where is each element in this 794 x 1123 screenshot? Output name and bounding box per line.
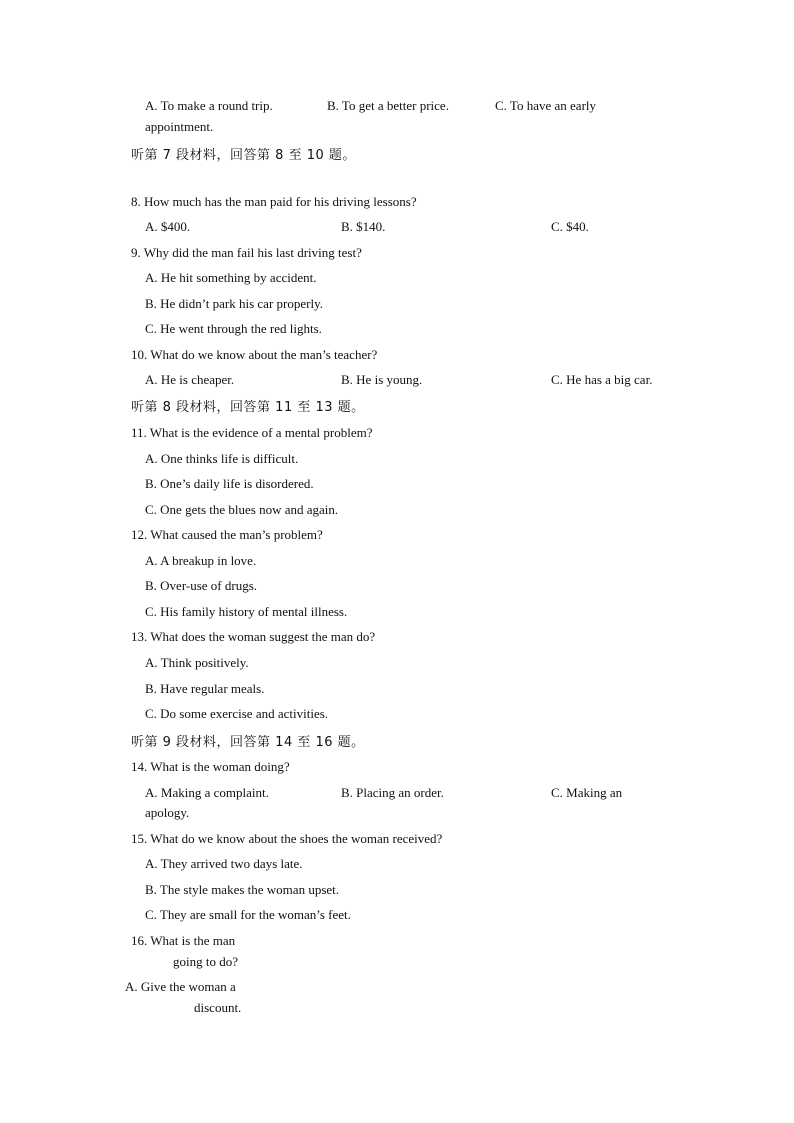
question-line: 8. How much has the man paid for his driving lessons? [131,194,417,209]
question-line: 13. What does the woman suggest the man do? [131,629,376,644]
option-line: B. Over-use of drugs. [145,578,258,593]
option-line: A. He is cheaper. [145,372,235,387]
section-heading: 听第 8 段材料，回答第 11 至 13 题。 [131,400,365,415]
option-line: C. Making an [551,785,623,800]
option-line: discount. [194,1000,242,1015]
option-line: A. One thinks life is difficult. [145,451,299,466]
option-line: C. He went through the red lights. [145,321,322,336]
option-line: C. He has a big car. [551,372,653,387]
question-line: going to do? [173,954,238,969]
option-line: A. They arrived two days late. [145,856,303,871]
option-line: A. Give the woman a [125,979,236,994]
question-line: 11. What is the evidence of a mental problem? [131,425,373,440]
option-line: apology. [145,805,190,820]
option-line: A. To make a round trip. [145,98,273,113]
option-line: B. He is young. [341,372,423,387]
question-line: 14. What is the woman doing? [131,759,290,774]
option-line: B. $140. [341,219,386,234]
option-line: A. $400. [145,219,191,234]
option-line: C. One gets the blues now and again. [145,502,339,517]
question-line: 10. What do we know about the man’s teacher? [131,347,378,362]
option-line: B. Have regular meals. [145,681,265,696]
option-line: appointment. [145,119,214,134]
option-line: A. Making a complaint. [145,785,269,800]
option-line: A. Think positively. [145,655,249,670]
section-heading: 听第 9 段材料，回答第 14 至 16 题。 [131,735,365,750]
option-line: A. He hit something by accident. [145,270,317,285]
option-line: B. One’s daily life is disordered. [145,476,314,491]
question-line: 9. Why did the man fail his last driving test? [131,245,362,260]
option-line: C. $40. [551,219,589,234]
option-line: C. His family history of mental illness. [145,604,348,619]
option-line: B. To get a better price. [327,98,449,113]
question-line: 12. What caused the man’s problem? [131,527,323,542]
option-line: B. He didn’t park his car properly. [145,296,323,311]
section-heading: 听第 7 段材料，回答第 8 至 10 题。 [131,148,356,163]
option-line: C. They are small for the woman’s feet. [145,907,351,922]
option-line: A. A breakup in love. [145,553,257,568]
option-line: B. Placing an order. [341,785,444,800]
option-line: C. To have an early [495,98,597,113]
option-line: C. Do some exercise and activities. [145,706,329,721]
option-line: B. The style makes the woman upset. [145,882,340,897]
question-line: 15. What do we know about the shoes the woman received? [131,831,443,846]
question-line: 16. What is the man [131,933,236,948]
